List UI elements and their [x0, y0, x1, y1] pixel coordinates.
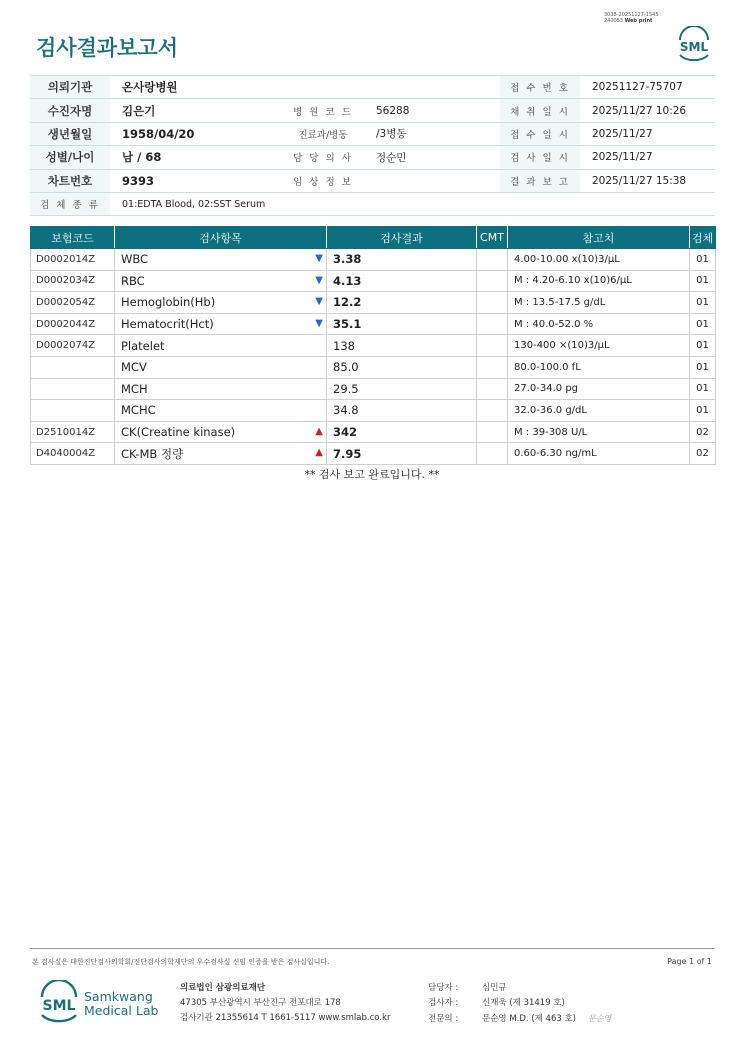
collect-date-value: 2025/11/27 10:26 [580, 99, 715, 122]
specimen-code: 01 [690, 400, 716, 422]
specimen-code: 01 [690, 356, 716, 378]
high-flag-icon: ▲ [315, 425, 323, 437]
results-table [30, 226, 716, 465]
specialist-row: 전문의 : 문순영 M.D. (제 463 호) 문순영 [428, 1011, 611, 1027]
test-item-name: CK(Creatine kinase) [121, 425, 236, 440]
patient-name-label: 수진자명 [30, 99, 110, 122]
test-item-name: RBC [121, 273, 145, 288]
test-item [115, 270, 327, 292]
cmt-cell [477, 421, 508, 443]
reference-range: 0.60-6.30 ng/mL [508, 443, 690, 465]
high-flag-icon: ▲ [315, 447, 323, 459]
insurance-code: D2510014Z [31, 421, 115, 443]
reference-range: 32.0-36.0 g/dL [508, 400, 690, 422]
col-header-reference: 참고치 [508, 227, 690, 249]
test-item-name: Platelet [121, 338, 165, 353]
info-row [30, 99, 715, 122]
specimen-code: 01 [690, 313, 716, 335]
col-header-result: 검사결과 [327, 227, 477, 249]
result-row [31, 400, 716, 422]
insurance-code [31, 400, 115, 422]
corp-address: 47305 부산광역시 부산진구 전포대로 178 [180, 998, 341, 1008]
cmt-cell [477, 356, 508, 378]
test-item-name: WBC [121, 252, 149, 267]
brand-name [84, 990, 158, 1018]
sml-logo-icon [674, 26, 714, 62]
test-result: 34.8 [327, 400, 477, 422]
cmt-cell [477, 378, 508, 400]
hospital-code-label: 병 원 코 드 [282, 99, 364, 122]
institution-label: 의뢰기관 [30, 76, 110, 99]
result-row [31, 335, 716, 357]
cmt-cell [477, 292, 508, 314]
result-row [31, 249, 716, 271]
reference-range: 4.00-10.00 x(10)3/μL [508, 249, 690, 271]
test-item [115, 249, 327, 271]
reference-range: M : 4.20-6.10 x(10)6/μL [508, 270, 690, 292]
specimen-code: 02 [690, 443, 716, 465]
clinical-info-label: 임 상 정 보 [282, 169, 364, 192]
dept-label: 진료과/병동 [282, 122, 364, 145]
test-result: 85.0 [327, 356, 477, 378]
result-row [31, 443, 716, 465]
insurance-code: D4040004Z [31, 443, 115, 465]
col-header-item: 검사항목 [115, 227, 327, 249]
insurance-code: D0002054Z [31, 292, 115, 314]
reference-range: M : 13.5-17.5 g/dL [508, 292, 690, 314]
result-row [31, 378, 716, 400]
sex-age-value: 남 / 68 [110, 146, 282, 169]
result-row [31, 356, 716, 378]
document-id-line1: 3038-20251127-1545 [604, 12, 659, 18]
test-result: 138 [327, 335, 477, 357]
manager-row: 담당자 : 심민규 [428, 983, 507, 993]
test-date-label: 검 사 일 시 [500, 146, 580, 169]
test-item-name: MCH [121, 381, 148, 396]
specimen-value: 01:EDTA Blood, 02:SST Serum [110, 192, 715, 215]
insurance-code [31, 378, 115, 400]
test-item [115, 421, 327, 443]
cmt-cell [477, 443, 508, 465]
staff-info [428, 981, 611, 1027]
hospital-code-value: 56288 [364, 99, 500, 122]
reference-range: 80.0-100.0 fL [508, 356, 690, 378]
footer-divider [30, 948, 715, 949]
page-title: 검사결과보고서 [36, 36, 179, 60]
document-id-line2: 240053 Web print [604, 18, 653, 24]
doctor-value: 정순민 [364, 146, 500, 169]
certification-note: 본 검사실은 대한진단검사의학회/진단검사의학재단의 우수검사실 신임 인증을 받은 검사실입니다. [32, 958, 330, 966]
insurance-code: D0002034Z [31, 270, 115, 292]
test-item [115, 400, 327, 422]
chart-no-label: 차트번호 [30, 169, 110, 192]
corporation-info [180, 981, 390, 1026]
reference-range: 130-400 ×(10)3/μL [508, 335, 690, 357]
reference-range: M : 39-308 U/L [508, 421, 690, 443]
sml-logo-text: SML [679, 40, 709, 54]
col-header-specimen: 검체 [690, 227, 716, 249]
info-row [30, 146, 715, 169]
collect-date-label: 채 취 일 시 [500, 99, 580, 122]
result-row [31, 270, 716, 292]
report-date-value: 2025/11/27 15:38 [580, 169, 715, 192]
brand-line2: Medical Lab [84, 1003, 159, 1018]
cmt-cell [477, 335, 508, 357]
result-row [31, 421, 716, 443]
result-row [31, 313, 716, 335]
low-flag-icon: ▼ [315, 317, 323, 329]
brand-line1: Samkwang [84, 989, 153, 1004]
test-result: 4.13 [327, 270, 477, 292]
test-result: 7.95 [327, 443, 477, 465]
sex-age-label: 성별/나이 [30, 146, 110, 169]
test-item-name: MCV [121, 360, 147, 375]
sml-footer-logo-text: SML [42, 998, 76, 1014]
doctor-label: 담 당 의 사 [282, 146, 364, 169]
test-item [115, 378, 327, 400]
low-flag-icon: ▼ [315, 296, 323, 308]
info-row [30, 122, 715, 145]
corp-contact: 검사기관 21355614 T 1661-5117 www.smlab.co.kr [180, 1013, 391, 1023]
receipt-date-value: 2025/11/27 [580, 122, 715, 145]
specimen-code: 01 [690, 249, 716, 271]
insurance-code [31, 356, 115, 378]
low-flag-icon: ▼ [315, 274, 323, 286]
low-flag-icon: ▼ [315, 253, 323, 264]
info-row [30, 192, 715, 215]
specimen-code: 01 [690, 378, 716, 400]
signature: 문순영 [588, 1014, 612, 1023]
chart-no-value: 9393 [110, 169, 282, 192]
test-item-name: CK-MB 정량 [121, 446, 184, 461]
document-id [604, 12, 659, 24]
patient-name-value: 김은기 [110, 99, 282, 122]
specimen-code: 01 [690, 292, 716, 314]
test-result: 12.2 [327, 292, 477, 314]
cmt-cell [477, 400, 508, 422]
test-result: 29.5 [327, 378, 477, 400]
receipt-no-label: 접 수 번 호 [500, 76, 580, 99]
clinical-info-value [364, 169, 500, 192]
test-date-value: 2025/11/27 [580, 146, 715, 169]
receipt-date-label: 접 수 일 시 [500, 122, 580, 145]
test-item [115, 356, 327, 378]
cmt-cell [477, 249, 508, 271]
reference-range: 27.0-34.0 pg [508, 378, 690, 400]
receipt-no-value: 20251127-75707 [580, 76, 715, 99]
sml-footer-logo-icon [36, 980, 82, 1024]
birth-label: 생년월일 [30, 122, 110, 145]
test-item-name: Hematocrit(Hct) [121, 317, 214, 332]
completion-message: ** 검사 보고 완료입니다. ** [304, 468, 440, 481]
test-item [115, 292, 327, 314]
birth-value: 1958/04/20 [110, 122, 282, 145]
test-item [115, 335, 327, 357]
insurance-code: D0002044Z [31, 313, 115, 335]
page-number: Page 1 of 1 [667, 957, 712, 966]
corp-name: 의료법인 삼광의료재단 [180, 983, 266, 993]
institution-value: 온사랑병원 [110, 76, 500, 99]
insurance-code: D0002014Z [31, 249, 115, 271]
info-row [30, 169, 715, 192]
report-date-label: 결 과 보 고 [500, 169, 580, 192]
info-row [30, 76, 715, 99]
test-item [115, 313, 327, 335]
specimen-code: 01 [690, 270, 716, 292]
test-item-name: Hemoglobin(Hb) [121, 295, 216, 310]
dept-value: /3병동 [364, 122, 500, 145]
specimen-code: 01 [690, 335, 716, 357]
specimen-code: 02 [690, 421, 716, 443]
test-result: 3.38 [327, 249, 477, 271]
test-item-name: MCHC [121, 403, 156, 418]
cmt-cell [477, 270, 508, 292]
tester-row: 검사자 : 신재욱 (제 31419 호) [428, 998, 565, 1008]
patient-info-table [30, 75, 715, 216]
test-result: 342 [327, 421, 477, 443]
col-header-code: 보험코드 [31, 227, 115, 249]
result-row [31, 292, 716, 314]
results-header-row [31, 227, 716, 249]
specimen-label: 검 체 종 류 [30, 192, 110, 215]
insurance-code: D0002074Z [31, 335, 115, 357]
test-result: 35.1 [327, 313, 477, 335]
reference-range: M : 40.0-52.0 % [508, 313, 690, 335]
cmt-cell [477, 313, 508, 335]
col-header-cmt: CMT [477, 227, 508, 249]
test-item [115, 443, 327, 465]
